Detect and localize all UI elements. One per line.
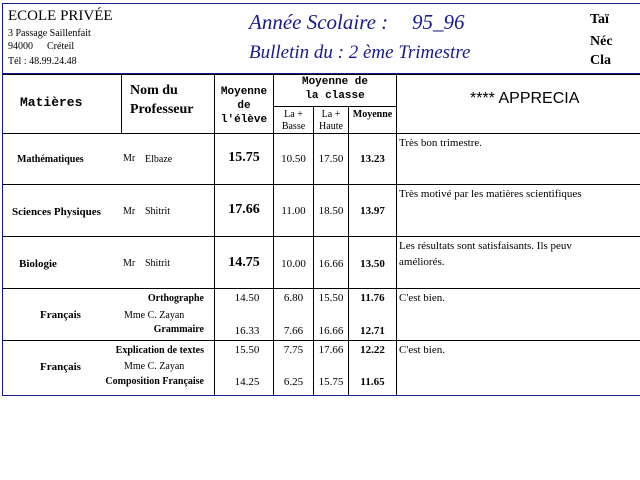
sub-subject-label: Explication de textes — [115, 345, 204, 356]
sub-subject-label: Orthographe — [147, 293, 204, 304]
col-header-moyenne: Moyenne — [352, 109, 393, 120]
teacher-title: Mr — [123, 153, 136, 164]
school-postcode: 94000 — [8, 41, 33, 52]
student-field-birth: Néc — [590, 34, 613, 49]
subject-name: Mathématiques — [17, 154, 84, 165]
col-header-basse-1: La + — [284, 109, 303, 120]
student-field-class: Cla — [590, 53, 611, 68]
appreciation: Très motivé par les matières scientifiques — [399, 188, 582, 200]
class-highest: 15.75 — [318, 376, 344, 388]
school-year-value: 95_96 — [412, 10, 465, 34]
class-average: 11.65 — [360, 376, 385, 388]
class-highest: 17.66 — [318, 344, 344, 356]
col-header-appreciations: **** APPRECIA — [470, 90, 580, 107]
class-average: 13.50 — [360, 258, 385, 270]
class-average: 13.97 — [360, 205, 385, 217]
student-average: 17.66 — [228, 202, 260, 217]
col-header-prof-line1: Nom du — [130, 83, 178, 98]
bulletin-title: Bulletin du : 2 ème Trimestre — [249, 42, 471, 63]
col-header-classe-2: la classe — [305, 90, 365, 102]
sub-subject-label: Grammaire — [153, 324, 204, 335]
class-lowest: 7.75 — [283, 344, 304, 356]
school-city: Créteil — [47, 41, 75, 52]
appreciation-line2: améliorés. — [399, 256, 445, 268]
student-average: 15.50 — [234, 344, 260, 356]
school-year-label: Année Scolaire : — [249, 10, 389, 34]
appreciation: Les résultats sont satisfaisants. Ils peuv — [399, 240, 572, 252]
col-header-eleve-2: de — [237, 100, 251, 112]
appreciation: C'est bien. — [399, 344, 445, 356]
class-average: 11.76 — [360, 292, 385, 304]
class-highest: 17.50 — [318, 153, 344, 165]
class-highest: 16.66 — [318, 258, 344, 270]
appreciation: C'est bien. — [399, 292, 445, 304]
teacher-name: Mme C. Zayan — [124, 310, 185, 321]
col-header-matieres: Matières — [20, 95, 83, 110]
school-address: 3 Passage Saillenfait — [8, 28, 91, 39]
subject-name: Sciences Physiques — [12, 206, 101, 218]
student-average: 16.33 — [234, 325, 260, 337]
col-header-haute-1: La + — [321, 109, 341, 120]
class-average: 12.22 — [360, 344, 385, 356]
class-lowest: 6.25 — [283, 376, 304, 388]
teacher-name: Shitrit — [145, 258, 171, 269]
class-highest: 18.50 — [318, 205, 344, 217]
top-border — [2, 3, 640, 4]
school-name: ECOLE PRIVÉE — [8, 8, 113, 24]
class-highest: 16.66 — [318, 325, 344, 337]
class-lowest: 6.80 — [283, 292, 304, 304]
appreciation: Très bon trimestre. — [399, 137, 483, 149]
student-average: 15.75 — [228, 150, 260, 165]
student-average: 14.25 — [234, 376, 260, 388]
student-field-name: Taï — [590, 12, 609, 27]
teacher-title: Mr — [123, 206, 136, 217]
student-average: 14.50 — [234, 292, 260, 304]
teacher-name: Mme C. Zayan — [124, 361, 185, 372]
class-lowest: 7.66 — [283, 325, 304, 337]
sub-subject-label: Composition Française — [105, 376, 204, 387]
col-header-basse-2: Basse — [281, 121, 306, 132]
class-average: 13.23 — [360, 153, 385, 165]
teacher-title: Mr — [123, 258, 136, 269]
subject-name: Français — [40, 361, 81, 373]
col-header-prof-line2: Professeur — [130, 102, 194, 117]
class-highest: 15.50 — [318, 292, 344, 304]
left-border-top — [2, 3, 3, 73]
col-header-eleve-3: l'élève — [220, 114, 268, 126]
school-phone: Tél : 48.99.24.48 — [8, 56, 77, 67]
class-lowest: 11.00 — [281, 205, 306, 217]
class-average: 12.71 — [360, 325, 385, 337]
class-lowest: 10.50 — [281, 153, 306, 165]
col-header-classe-1: Moyenne de — [301, 76, 368, 88]
col-header-eleve-1: Moyenne — [220, 86, 268, 98]
col-header-haute-2: Haute — [319, 121, 343, 132]
class-lowest: 10.00 — [281, 258, 306, 270]
student-average: 14.75 — [228, 255, 260, 270]
teacher-name: Shitrit — [145, 206, 171, 217]
subject-name: Biologie — [19, 258, 57, 270]
teacher-name: Elbaze — [145, 154, 173, 165]
subject-name: Français — [40, 309, 81, 321]
